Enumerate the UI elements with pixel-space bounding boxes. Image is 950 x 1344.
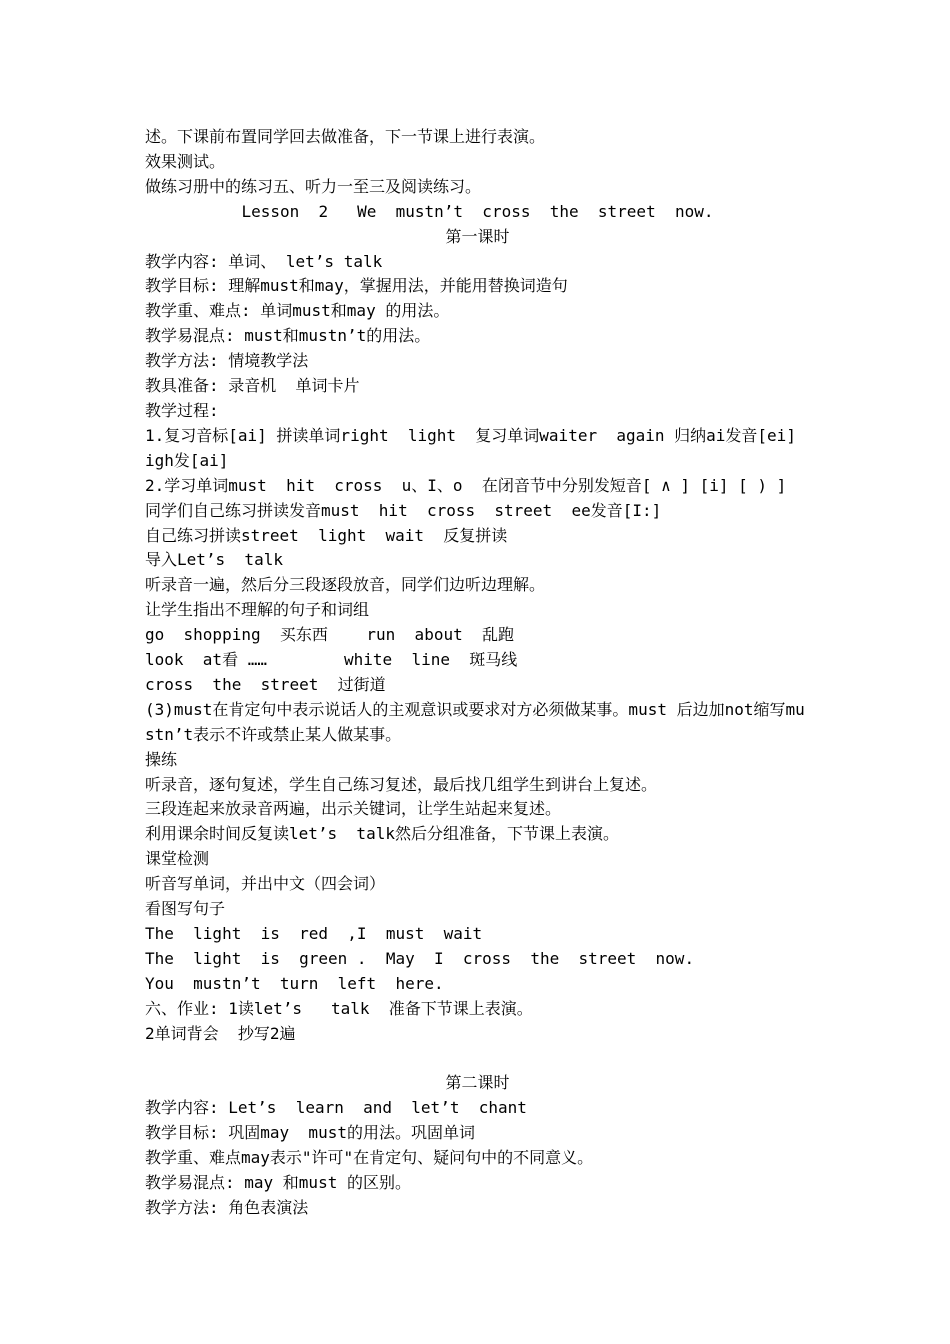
phrase-line: cross the street 过街道 bbox=[145, 674, 386, 694]
example-sentence: The light is red ,I must wait bbox=[145, 924, 483, 943]
text-line: 利用课余时间反复读let’s talk然后分组准备，下节课上表演。 bbox=[145, 824, 619, 844]
section-label: 效果测试。 bbox=[145, 151, 226, 171]
example-sentence: The light is green . May I cross the street now. bbox=[145, 948, 695, 968]
grammar-note: (3)must在肯定句中表示说话人的主观意识或要求对方必须做某事。must 后边加not缩写mustn’t表示不许或禁止某人做某事。 bbox=[145, 699, 805, 744]
section-label: 操练 bbox=[145, 749, 178, 769]
confusion-point: 教学易混点: must和mustn’t的用法。 bbox=[145, 326, 431, 346]
key-difficulty: 教学重、难点may表示"许可"在肯定句、疑问句中的不同意义。 bbox=[145, 1148, 594, 1168]
key-difficulty: 教学重、难点: 单词must和may 的用法。 bbox=[145, 301, 450, 321]
text-line: 听录音，逐句复述，学生自己练习复述，最后找几组学生到讲台上复述。 bbox=[145, 774, 658, 794]
text-line: 述。下课前布置同学回去做准备，下一节课上进行表演。 bbox=[145, 127, 546, 146]
blank-line bbox=[145, 1047, 810, 1072]
text-line: 做练习册中的练习五、听力一至三及阅读练习。 bbox=[145, 176, 482, 196]
teaching-goal: 教学目标: 理解must和may，掌握用法，并能用替换词造句 bbox=[145, 276, 568, 296]
process-step-1: 1.复习音标[ai] 拼读单词right light 复习单词waiter again 归纳ai发音[ei] igh发[ai] bbox=[145, 425, 806, 470]
text-line: 自己练习拼读street light wait 反复拼读 bbox=[145, 525, 508, 545]
teaching-method: 教学方法: 角色表演法 bbox=[145, 1197, 309, 1217]
teaching-aids: 教具准备: 录音机 单词卡片 bbox=[145, 376, 360, 396]
period-heading: 第一课时 bbox=[445, 226, 510, 246]
teaching-content: 教学内容: Let’s learn and let’t chant bbox=[145, 1098, 527, 1118]
teaching-content: 教学内容: 单词、 let’s talk bbox=[145, 251, 383, 271]
text-line: 听音写单词，并出中文（四会词） bbox=[145, 874, 386, 894]
lesson-title: Lesson 2 We mustn’t cross the street now. bbox=[241, 201, 714, 221]
section-label: 课堂检测 bbox=[145, 849, 210, 869]
text-line: 听录音一遍，然后分三段逐段放音，同学们边听边理解。 bbox=[145, 575, 546, 595]
text-line: 让学生指出不理解的句子和词组 bbox=[145, 600, 370, 620]
teaching-method: 教学方法: 情境教学法 bbox=[145, 351, 309, 371]
process-heading: 教学过程: bbox=[145, 400, 219, 420]
phrase-line: go shopping 买东西 run about 乱跑 bbox=[145, 625, 514, 645]
period-heading: 第二课时 bbox=[445, 1073, 510, 1093]
phrase-line: look at看 …… white line 斑马线 bbox=[145, 650, 518, 670]
confusion-point: 教学易混点: may 和must 的区别。 bbox=[145, 1173, 411, 1193]
process-step-2: 2.学习单词must hit cross u、I、o 在闭音节中分别发短音[ ∧ ] [i] [ ) ] 同学们自己练习拼读发音must hit cross street ee发音[I:] bbox=[145, 475, 806, 520]
text-line: 看图写句子 bbox=[145, 899, 226, 919]
example-sentence: You mustn’t turn left here. bbox=[145, 973, 444, 993]
document-body bbox=[145, 125, 810, 1221]
text-line: 导入Let’s talk bbox=[145, 550, 283, 570]
homework: 六、作业: 1读let’s talk 准备下节课上表演。 bbox=[145, 998, 533, 1018]
text-line: 三段连起来放录音两遍，出示关键词，让学生站起来复述。 bbox=[145, 799, 562, 819]
homework: 2单词背会 抄写2遍 bbox=[145, 1023, 296, 1043]
teaching-goal: 教学目标: 巩固may must的用法。巩固单词 bbox=[145, 1123, 475, 1143]
